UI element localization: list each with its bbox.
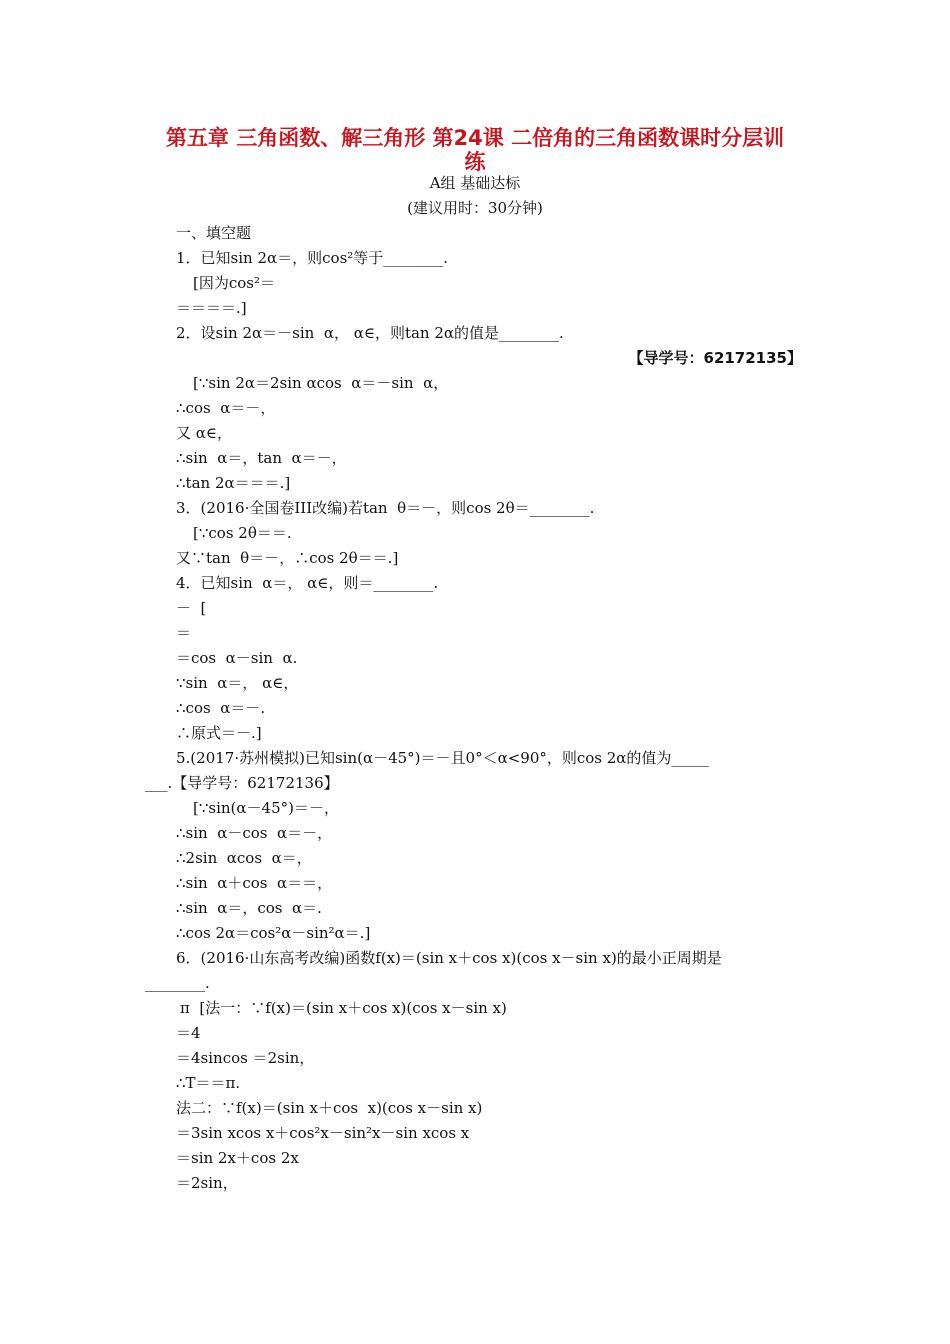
text-line: ∴sin α＝，tan α＝－，	[176, 449, 347, 467]
text-line: ___.【导学号：62172136】	[145, 774, 339, 792]
text-line: ＝sin 2x＋cos 2x	[176, 1149, 299, 1167]
page-title-continued: 练	[464, 150, 486, 174]
text-line: ＝＝＝＝.]	[176, 299, 247, 317]
text-line: 5.(2017·苏州模拟)已知sin(α－45°)＝－且0°＜α<90°，则cos 2α的值为_____	[176, 749, 709, 767]
text-line: － [	[176, 599, 207, 617]
text-line: 1．已知sin 2α＝，则cos²等于________.	[176, 249, 449, 267]
text-line: 2．设sin 2α＝－sin α， α∈，则tan 2α的值是________.	[176, 324, 564, 342]
time-hint: (建议用时：30分钟)	[407, 199, 543, 217]
text-line: [∵sin 2α＝2sin αcos α＝－sin α，	[193, 374, 449, 392]
text-line: ∴sin α＝，cos α＝.	[176, 899, 322, 917]
text-line: ＝4sincos ＝2sin，	[176, 1049, 315, 1067]
text-line: ＝2sin，	[176, 1174, 238, 1192]
text-line: [∵cos 2θ＝＝.	[193, 524, 292, 542]
text-line: ∴T＝＝π.	[176, 1074, 241, 1092]
text-line: ∴tan 2α＝＝＝.]	[176, 474, 291, 492]
text-line: ∴sin α－cos α＝－，	[176, 824, 333, 842]
text-line: ________.	[145, 974, 210, 992]
text-line: 4．已知sin α＝， α∈，则＝________.	[176, 574, 439, 592]
text-line: π [法一：∵f(x)＝(sin x＋cos x)(cos x－sin x)	[180, 999, 507, 1017]
text-line: ＝3sin xcos x＋cos²x－sin²x－sin xcos x	[176, 1124, 470, 1142]
text-line: 3．(2016·全国卷III改编)若tan θ＝－，则cos 2θ＝________.	[176, 499, 595, 517]
text-line: 又∵tan θ＝－，∴cos 2θ＝＝.]	[176, 549, 399, 567]
text-line: ∴cos α＝－.	[176, 699, 266, 717]
text-line: 法二：∵f(x)＝(sin x＋cos x)(cos x－sin x)	[176, 1099, 483, 1117]
text-line: ∵sin α＝， α∈，	[176, 674, 299, 692]
text-line: ∴cos 2α＝cos²α－sin²α＝.]	[176, 924, 371, 942]
text-line: ＝4	[176, 1024, 201, 1042]
text-line: [因为cos²＝	[193, 274, 275, 292]
text-line: 6．(2016·山东高考改编)函数f(x)＝(sin x＋cos x)(cos x－sin x)的最小正周期是	[176, 949, 722, 967]
text-line: [∵sin(α－45°)＝－，	[193, 799, 339, 817]
text-line: ∴2sin αcos α＝，	[176, 849, 312, 867]
text-line: ∴sin α＋cos α＝＝，	[176, 874, 333, 892]
text-line: ＝cos α－sin α.	[176, 649, 298, 667]
section-heading: 一、填空题	[176, 224, 252, 242]
page-title: 第五章 三角函数、解三角形 第24课 二倍角的三角函数课时分层训	[165, 126, 785, 150]
group-heading: A组 基础达标	[429, 174, 521, 192]
text-line: 又 α∈，	[176, 424, 233, 442]
text-line: ＝	[176, 624, 192, 642]
guide-number: 【导学号：62172135】	[628, 349, 802, 367]
text-line: ∴cos α＝－，	[176, 399, 276, 417]
text-line: ∴原式＝－.]	[176, 724, 262, 742]
